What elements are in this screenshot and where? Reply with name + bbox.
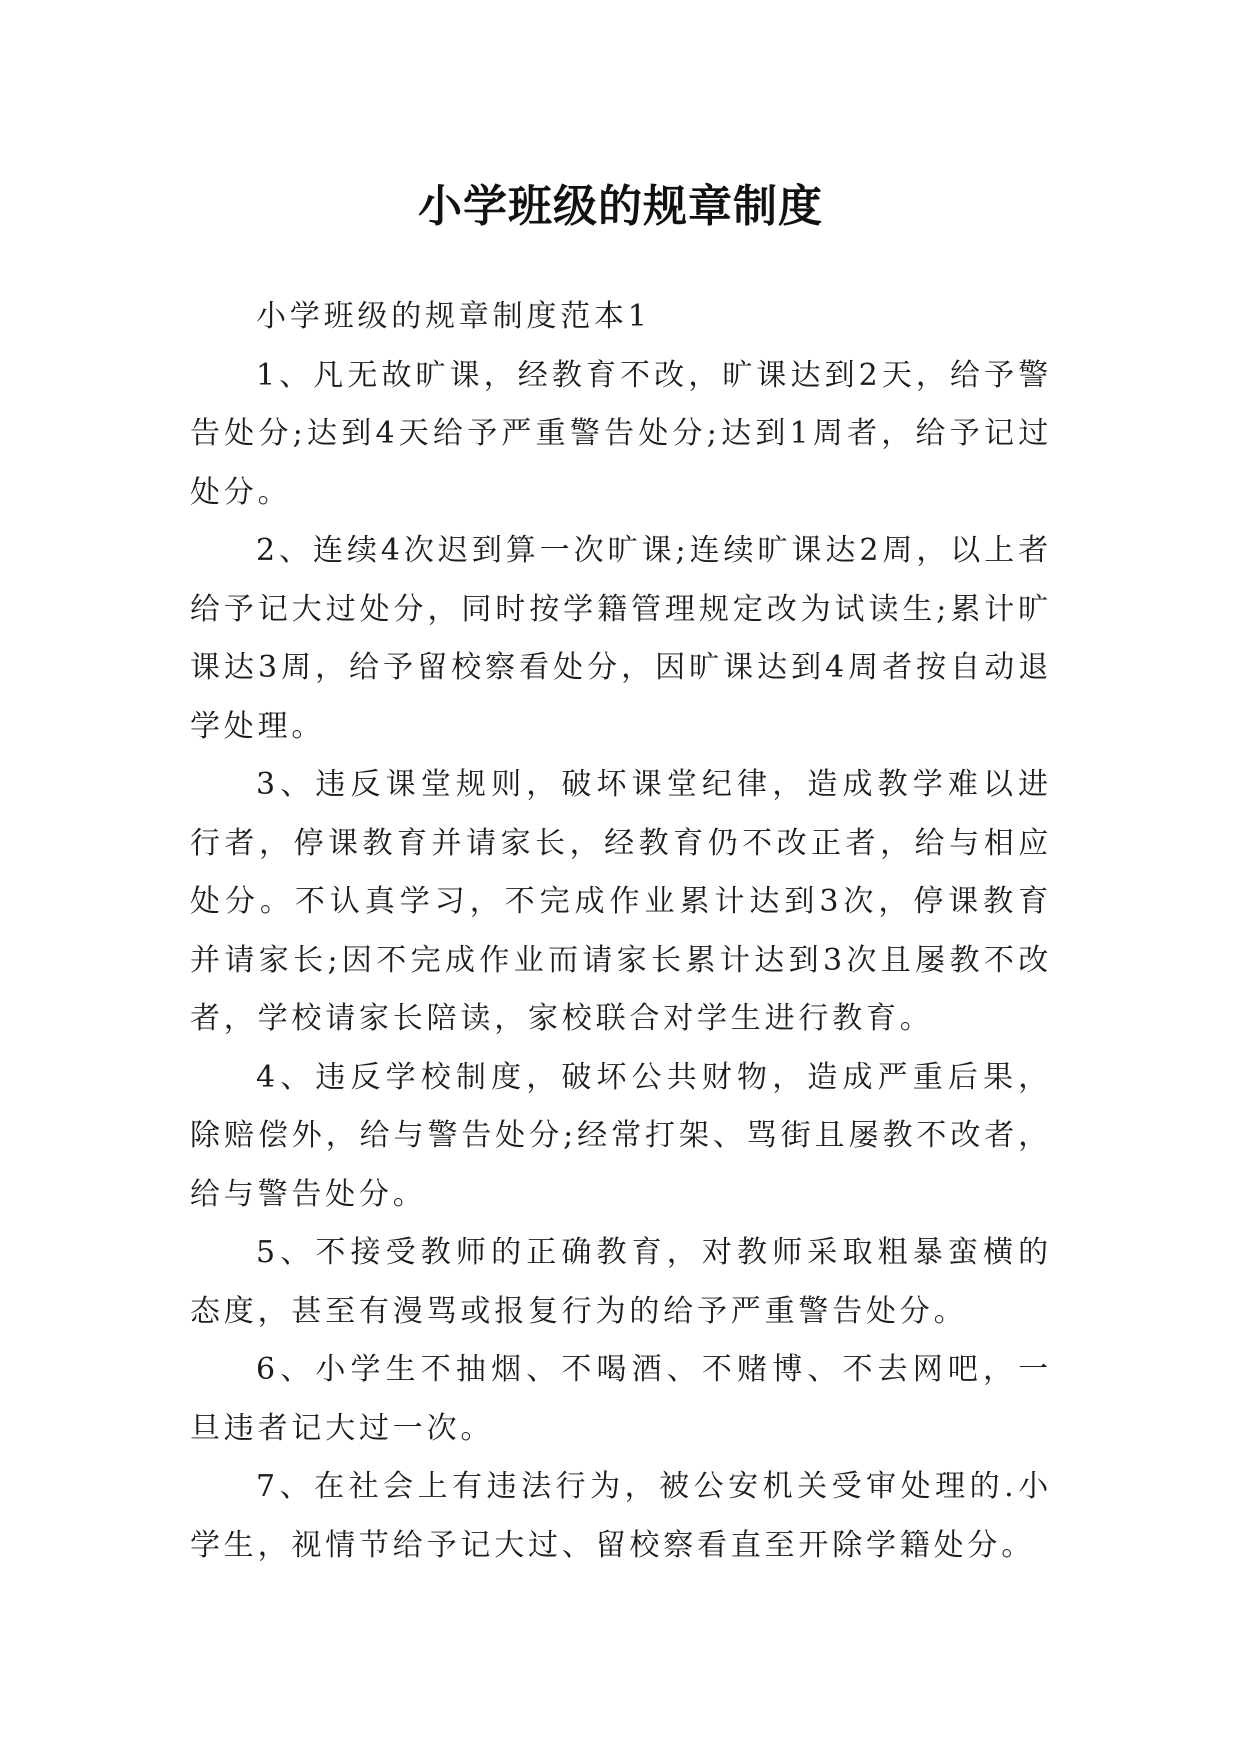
rule-paragraph-7: 7、在社会上有违法行为，被公安机关受审处理的.小学生，视情节给予记大过、留校察看直至开除学籍处分。 [190, 1469, 1052, 1563]
rule-paragraph-1: 1、凡无故旷课，经教育不改，旷课达到2天，给予警告处分;达到4天给予严重警告处分;达到1周者，给予记过处分。 [190, 357, 1052, 510]
rule-paragraph-4: 4、违反学校制度，破坏公共财物，造成严重后果，除赔偿外，给与警告处分;经常打架、骂街且屡教不改者，给与警告处分。 [190, 1059, 1052, 1212]
section-heading: 小学班级的规章制度范本1 [256, 299, 651, 334]
rule-paragraph-2: 2、连续4次迟到算一次旷课;连续旷课达2周，以上者给予记大过处分，同时按学籍管理规定改为试读生;累计旷课达3周，给予留校察看处分，因旷课达到4周者按自动退学处理。 [190, 533, 1052, 744]
rule-paragraph-6: 6、小学生不抽烟、不喝酒、不赌博、不去网吧，一旦违者记大过一次。 [190, 1352, 1052, 1446]
document-body [190, 288, 1052, 1575]
rule-paragraph-5: 5、不接受教师的正确教育，对教师采取粗暴蛮横的态度，甚至有漫骂或报复行为的给予严重警告处分。 [190, 1235, 1052, 1329]
document-title: 小学班级的规章制度 [418, 181, 823, 233]
rule-paragraph-3: 3、违反课堂规则，破坏课堂纪律，造成教学难以进行者，停课教育并请家长，经教育仍不改正者，给与相应处分。不认真学习，不完成作业累计达到3次，停课教育并请家长;因不完成作业而请家长累计达到3次且屡教不改者，学校请家长陪读，家校联合对学生进行教育。 [190, 767, 1052, 1036]
